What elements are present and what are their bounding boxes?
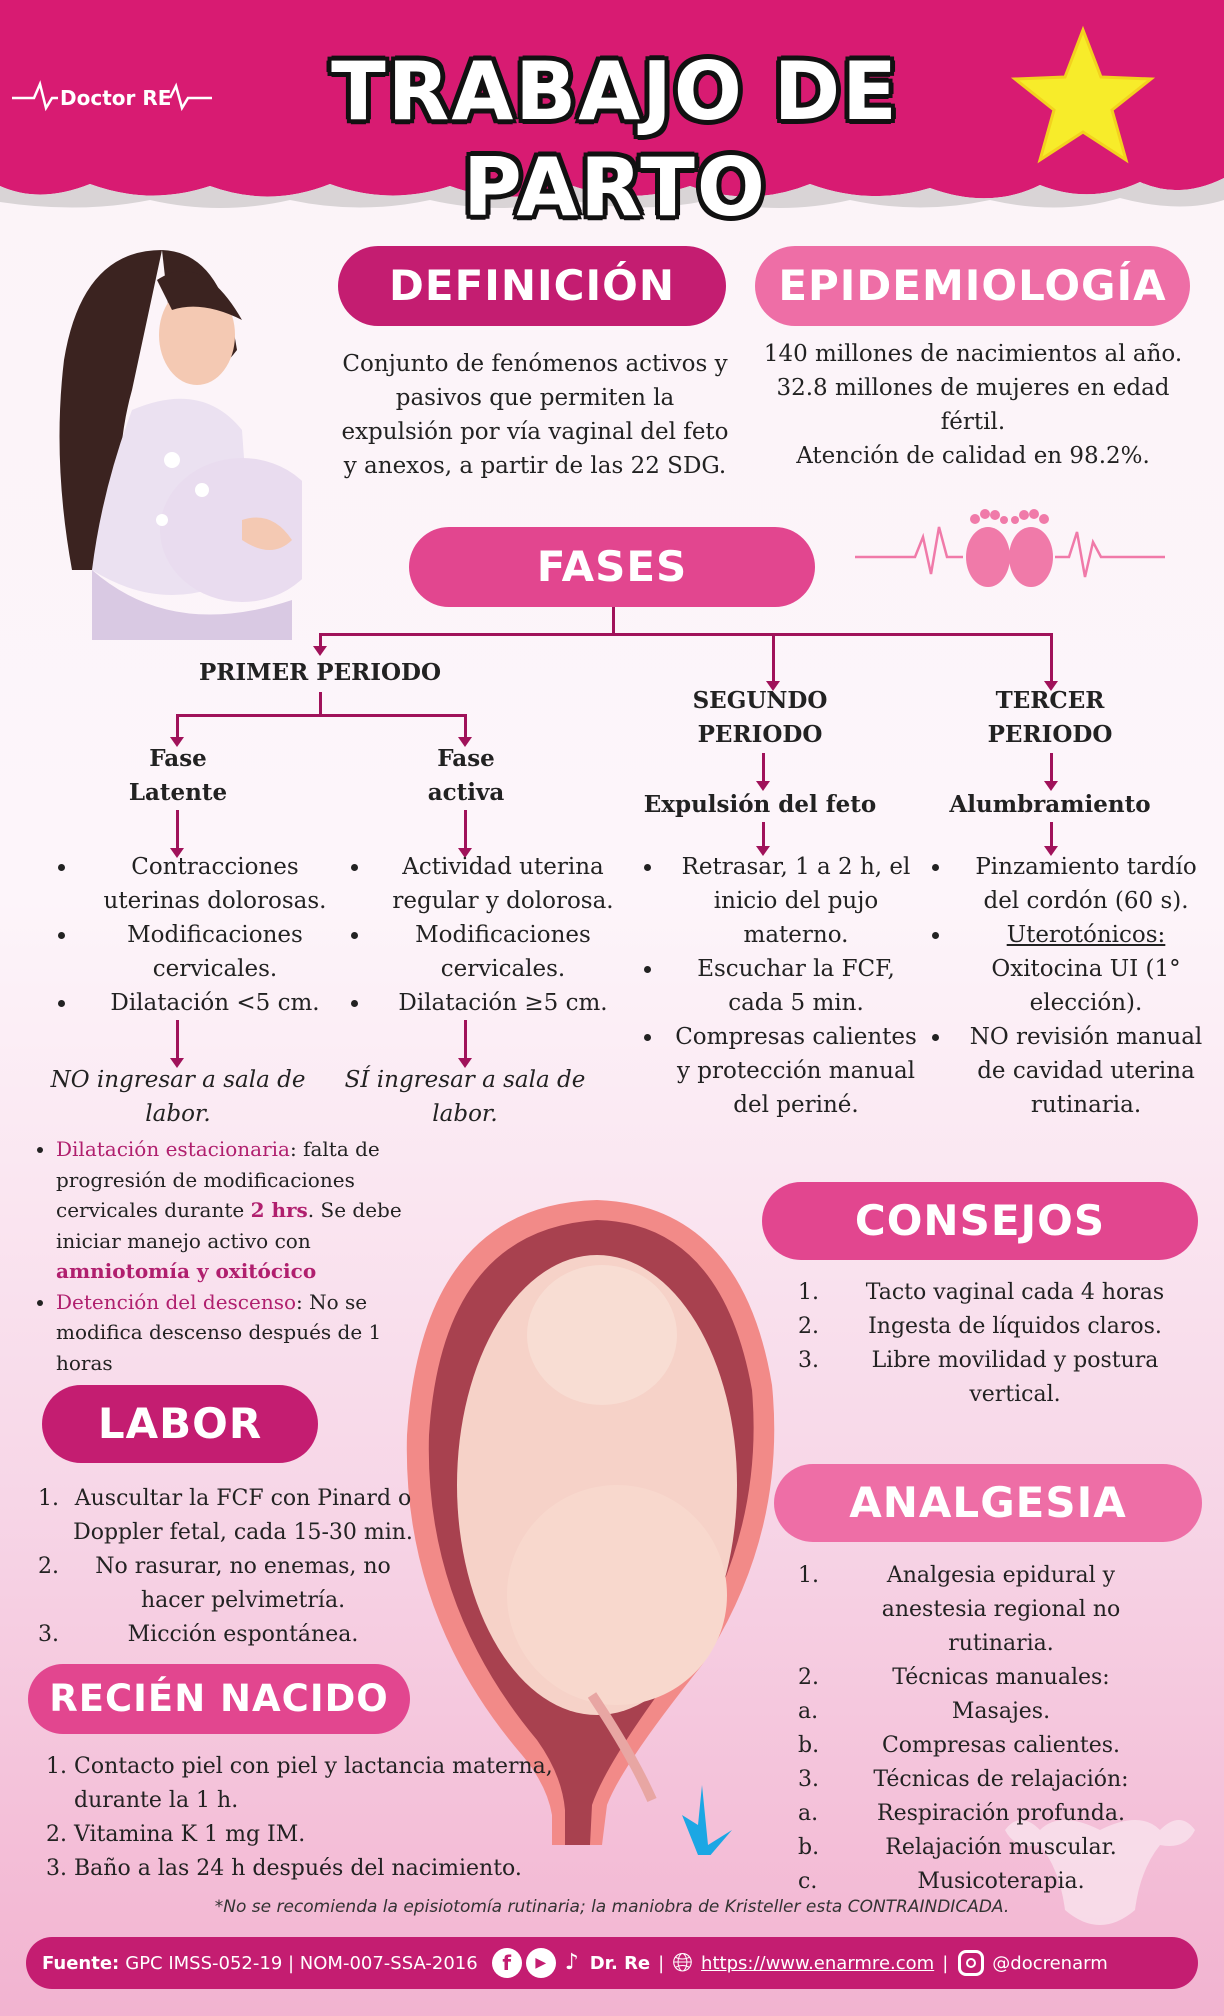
list-item <box>798 1310 1186 1344</box>
num: 2. <box>798 1314 819 1339</box>
epi-line-1: 140 millones de nacimientos al año. <box>763 341 1183 367</box>
tercer-periodo-label: TERCER PERIODO <box>987 687 1113 748</box>
brand-logo <box>12 78 212 118</box>
num: 3. <box>798 1348 819 1373</box>
separator: | <box>942 1952 949 1974</box>
num: c. <box>798 1869 818 1894</box>
segundo-sub: Expulsión del feto <box>643 791 877 818</box>
epi-line-2: 32.8 millones de mujeres en edad fértil. <box>776 375 1170 435</box>
pregnant-woman-illustration <box>52 240 302 640</box>
text: Libre movilidad y postura vertical. <box>871 1348 1159 1407</box>
page-title: TRABAJO DE PARTO <box>331 45 899 234</box>
list-item <box>798 1661 1158 1695</box>
connector-arrow <box>464 1020 467 1060</box>
list-item: • Actividad uterina regular y dolorosa. <box>371 850 631 918</box>
segundo-periodo-label: SEGUNDO PERIODO <box>692 687 828 748</box>
text: Micción espontánea. <box>127 1622 359 1647</box>
connector-arrow <box>1050 633 1053 683</box>
text: Técnicas manuales: <box>892 1665 1110 1690</box>
list-item <box>46 1818 566 1852</box>
segundo-list <box>638 850 924 1122</box>
num: 1. <box>38 1486 59 1511</box>
term: Dilatación estacionaria <box>56 1137 290 1161</box>
notas-list <box>30 1134 416 1378</box>
text: : No se modifica descenso después de 1 horas <box>56 1289 382 1375</box>
epi-line-3: Atención de calidad en 98.2%. <box>796 443 1150 469</box>
list-item: • Retrasar, 1 a 2 h, el inicio del pujo materno. <box>664 850 924 952</box>
text: Vitamina K 1 mg IM. <box>74 1822 306 1847</box>
text: Técnicas de relajación: <box>873 1767 1129 1792</box>
list-item <box>38 1482 418 1550</box>
list-item <box>952 918 1216 1020</box>
baby-feet-icon <box>855 502 1165 592</box>
labor-list <box>38 1482 418 1652</box>
text: : falta de progresión de modificaciones cervicales durante <box>56 1137 380 1222</box>
connector-arrow <box>176 714 179 739</box>
list-item <box>798 1797 1158 1831</box>
term: Detención del descenso <box>56 1289 297 1314</box>
list-item: • Dilatación ≥5 cm. <box>371 986 631 1020</box>
list-item <box>798 1763 1158 1797</box>
text: No rasurar, no enemas, no hacer pelvimetría. <box>95 1554 391 1613</box>
text: Contacto piel con piel y lactancia materna, durante la 1 h. <box>74 1754 553 1813</box>
recien-nacido-list <box>46 1750 566 1886</box>
list-item <box>38 1550 418 1618</box>
facebook-icon[interactable]: f <box>492 1948 522 1978</box>
list-item: • Modificaciones cervicales. <box>78 918 348 986</box>
text: Baño a las 24 h después del nacimiento. <box>74 1856 522 1881</box>
text: Masajes. <box>951 1699 1051 1724</box>
primer-periodo-label: PRIMER PERIODO <box>199 659 441 686</box>
list-item: • Pinzamiento tardío del cordón (60 s). <box>952 850 1216 918</box>
globe-icon: 🌐︎ <box>672 1947 694 1978</box>
fuente-label: Fuente: <box>42 1952 120 1974</box>
nota-dilatacion <box>56 1134 416 1287</box>
connector-arrow <box>464 714 467 739</box>
uterotonicos-detail: Oxitocina UI (1° elección). <box>991 956 1181 1016</box>
activa-list <box>345 850 631 1020</box>
latente-result: NO ingresar a sala de labor. <box>50 1067 306 1127</box>
header-banner <box>0 0 1224 234</box>
labor-heading: LABOR <box>42 1385 318 1463</box>
list-item: • Modificaciones cervicales. <box>371 918 631 986</box>
connector-arrow <box>176 1020 179 1060</box>
definicion-heading: DEFINICIÓN <box>338 246 726 326</box>
tiktok-icon[interactable]: ♪ <box>564 1950 579 1975</box>
list-item: • Escuchar la FCF, cada 5 min. <box>664 952 924 1020</box>
text: Analgesia epidural y anestesia regional no rutinaria. <box>881 1563 1121 1656</box>
list-item: • Dilatación <5 cm. <box>78 986 348 1020</box>
uterotonicos-label: Uterotónicos: <box>1006 922 1166 948</box>
fases-heading: FASES <box>409 527 815 607</box>
connector <box>612 607 615 633</box>
num: 3. <box>46 1856 67 1881</box>
text: Relajación muscular. <box>885 1835 1117 1860</box>
list-item <box>798 1695 1158 1729</box>
num: 3. <box>798 1767 819 1792</box>
website-link[interactable]: https://www.enarmre.com <box>701 1952 935 1974</box>
text: Tacto vaginal cada 4 horas <box>865 1280 1165 1305</box>
list-item <box>38 1618 418 1652</box>
epidemiologia-text <box>758 337 1188 473</box>
tercer-sub: Alumbramiento <box>949 791 1151 818</box>
latente-list <box>52 850 348 1020</box>
connector-arrow <box>762 822 765 848</box>
analgesia-list <box>798 1559 1158 1899</box>
footer-brand: Dr. Re <box>589 1952 651 1974</box>
num: 2. <box>798 1665 819 1690</box>
num: 1. <box>798 1563 819 1588</box>
nota-detencion <box>56 1287 416 1379</box>
analgesia-heading: ANALGESIA <box>774 1464 1202 1542</box>
consejos-list <box>798 1276 1186 1412</box>
text: Compresas calientes. <box>881 1733 1121 1758</box>
connector-arrow <box>762 753 765 783</box>
list-item <box>46 1750 566 1818</box>
consejos-heading: CONSEJOS <box>762 1182 1198 1260</box>
instagram-handle[interactable]: @docrenarm <box>992 1952 1108 1974</box>
connector <box>176 714 466 717</box>
connector <box>319 633 1052 636</box>
brand-name: Doctor RE <box>60 86 172 110</box>
list-item: • NO revisión manual de cavidad uterina rutinaria. <box>952 1020 1216 1122</box>
num: 2. <box>38 1554 59 1579</box>
connector-arrow <box>1050 822 1053 848</box>
list-item <box>798 1729 1158 1763</box>
tercer-list <box>926 850 1216 1122</box>
num: b. <box>798 1733 820 1758</box>
connector-arrow <box>176 810 179 850</box>
connector-arrow <box>464 810 467 850</box>
list-item <box>798 1559 1158 1661</box>
num: b. <box>798 1835 820 1860</box>
list-item: • Contracciones uterinas dolorosas. <box>78 850 348 918</box>
connector-arrow <box>772 633 775 683</box>
num: 1. <box>798 1280 819 1305</box>
list-item: • Compresas calientes y protección manual del periné. <box>664 1020 924 1122</box>
list-item <box>798 1831 1158 1865</box>
num: a. <box>798 1699 819 1724</box>
fase-activa-label: Fase activa <box>427 745 505 806</box>
youtube-icon[interactable]: ▶ <box>526 1948 556 1978</box>
list-item <box>46 1852 566 1886</box>
episiotomia-note: *No se recomienda la episiotomía rutinaria; la maniobra de Kristeller esta CONTRAINDICADA. <box>214 1897 1010 1917</box>
hrs: 2 hrs <box>250 1198 308 1222</box>
fuente-text: GPC IMSS-052-19 | NOM-007-SSA-2016 <box>125 1952 478 1974</box>
connector-arrow <box>319 633 322 648</box>
num: a. <box>798 1801 819 1826</box>
footer-bar <box>26 1937 1198 1989</box>
activa-result: SÍ ingresar a sala de labor. <box>344 1067 586 1127</box>
text: Ingesta de líquidos claros. <box>868 1314 1162 1339</box>
text: . Se debe iniciar manejo activo con <box>56 1198 402 1253</box>
recien-nacido-heading: RECIÉN NACIDO <box>28 1664 410 1734</box>
num: 2. <box>46 1822 67 1847</box>
list-item <box>798 1344 1186 1412</box>
connector <box>319 692 322 714</box>
separator: | <box>658 1952 665 1974</box>
num: 3. <box>38 1622 59 1647</box>
connector-arrow <box>1050 753 1053 783</box>
text: Auscultar la FCF con Pinard o Doppler fetal, cada 15-30 min. <box>73 1486 413 1545</box>
list-item <box>798 1276 1186 1310</box>
text: Respiración profunda. <box>877 1801 1125 1826</box>
bold: amniotomía y oxitócico <box>56 1259 317 1283</box>
star-icon <box>1008 22 1158 172</box>
list-item <box>798 1865 1158 1899</box>
epidemiologia-heading: EPIDEMIOLOGÍA <box>755 246 1190 326</box>
num: 1. <box>46 1754 67 1779</box>
definicion-text: Conjunto de fenómenos activos y pasivos que permiten la expulsión por vía vaginal del feto y anexos, a partir de las 22 SDG. <box>341 351 729 479</box>
text: Musicoterapia. <box>917 1869 1085 1894</box>
fase-latente-label: Fase Latente <box>128 745 228 806</box>
instagram-icon[interactable] <box>958 1950 984 1976</box>
